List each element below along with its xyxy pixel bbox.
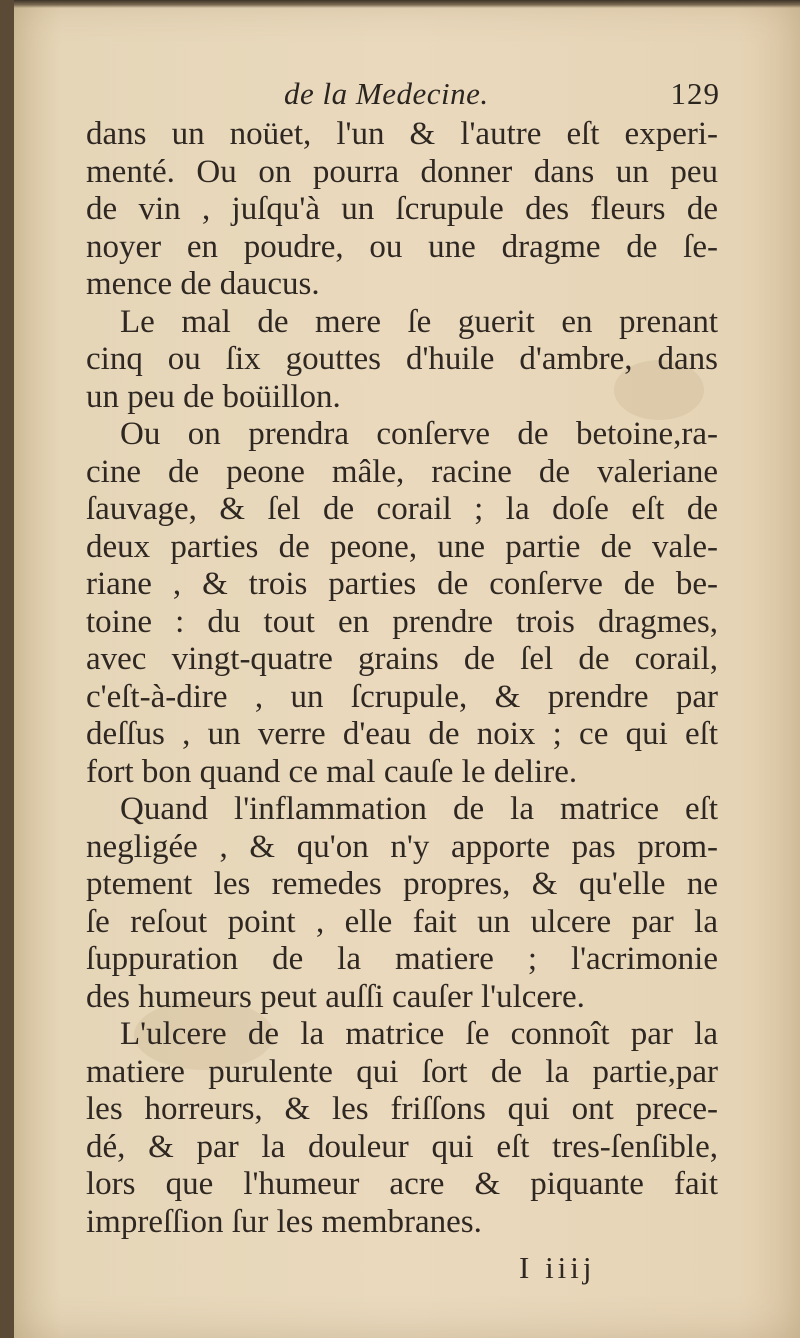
text-line: negligée , & qu'on n'y apporte pas prom- bbox=[86, 828, 718, 865]
text-line: cine de peone mâle, racine de valeriane bbox=[86, 453, 718, 490]
text-line: de vin , juſqu'à un ſcrupule des fleurs de bbox=[86, 191, 718, 227]
signature-mark: I iiij bbox=[519, 1250, 596, 1285]
text-line: c'eſt-à-dire , un ſcrupule, & prendre par bbox=[86, 678, 718, 715]
text-line: deſſus , un verre d'eau de noix ; ce qui eſt bbox=[86, 716, 718, 752]
text-line: noyer en poudre, ou une dragme de ſe- bbox=[86, 228, 718, 265]
running-title: de la Medecine. bbox=[284, 76, 489, 111]
text-line: ſauvage, & ſel de corail ; la doſe eſt de bbox=[86, 491, 718, 527]
text-line: matiere purulente qui ſort de la partie,par bbox=[86, 1053, 718, 1090]
text-line: deux parties de peone, une partie de vale- bbox=[86, 528, 718, 565]
text-line: dans un noüet, l'un & l'autre eſt experi- bbox=[86, 116, 718, 152]
running-head bbox=[14, 72, 800, 122]
body-text bbox=[86, 116, 718, 1241]
page-number: 129 bbox=[670, 76, 720, 111]
text-line: lors que l'humeur acre & piquante fait bbox=[86, 1166, 718, 1202]
text-line: impreſſion ſur les membranes. bbox=[86, 1203, 482, 1240]
text-line: toine : du tout en prendre trois dragmes, bbox=[86, 603, 718, 640]
text-line: L'ulcere de la matrice ſe connoît par la bbox=[120, 1016, 718, 1052]
text-line: cinq ou ſix gouttes d'huile d'ambre, dans bbox=[86, 341, 718, 377]
text-line: ſe reſout point , elle fait un ulcere par la bbox=[86, 903, 718, 940]
text-line: ptement les remedes propres, & qu'elle ne bbox=[86, 866, 718, 902]
text-line: Quand l'inflammation de la matrice eſt bbox=[120, 791, 718, 827]
text-line: Le mal de mere ſe guerit en prenant bbox=[120, 303, 718, 340]
text-line: un peu de boüillon. bbox=[86, 378, 341, 415]
text-line: les horreurs, & les friſſons qui ont prece- bbox=[86, 1091, 718, 1127]
text-line: avec vingt-quatre grains de ſel de corail, bbox=[86, 641, 718, 677]
text-line: ſuppuration de la matiere ; l'acrimonie bbox=[86, 941, 718, 977]
text-line: mence de daucus. bbox=[86, 266, 320, 302]
page-top-edge bbox=[14, 0, 800, 8]
text-line: fort bon quand ce mal cauſe le delire. bbox=[86, 753, 578, 790]
text-line: riane , & trois parties de conſerve de be- bbox=[86, 566, 718, 602]
text-line: des humeurs peut auſſi cauſer l'ulcere. bbox=[86, 978, 585, 1015]
text-line: menté. Ou on pourra donner dans un peu bbox=[86, 153, 718, 190]
text-line: Ou on prendra conſerve de betoine,ra- bbox=[120, 416, 718, 452]
book-page bbox=[14, 0, 800, 1338]
text-line: dé, & par la douleur qui eſt tres-ſenſible, bbox=[86, 1128, 718, 1165]
